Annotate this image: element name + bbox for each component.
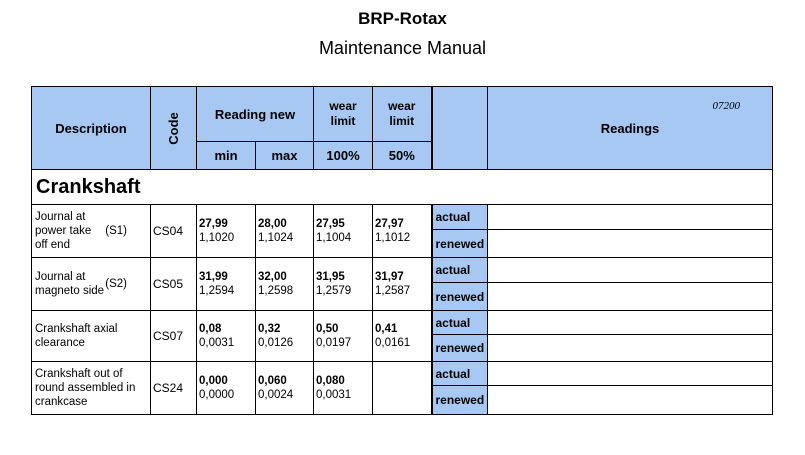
header-wear-limit-100 [314, 87, 373, 142]
value-wear-50-in: 1,1012 [375, 232, 411, 244]
row-code-value: CS07 [153, 329, 184, 343]
row-description-tag: (S2) [105, 278, 127, 290]
status-actual-label: actual [435, 366, 471, 381]
row-description-tag: (S1) [105, 225, 127, 237]
value-min-in: 1,2594 [199, 285, 235, 297]
header-reading-new: Reading new [197, 87, 314, 142]
section-title: Crankshaft [32, 170, 773, 205]
value-min-mm: 31,99 [199, 271, 228, 283]
value-wear-50 [373, 311, 432, 362]
reading-renewed-field [488, 283, 773, 311]
value-wear-50 [373, 362, 432, 415]
value-max [256, 258, 314, 311]
header-readings-label: Readings [600, 120, 660, 136]
status-renewed-label: renewed [435, 236, 485, 251]
value-wear-50 [373, 205, 432, 258]
header-min: min [197, 142, 256, 170]
value-wear-100-mm: 0,50 [316, 323, 339, 335]
status-actual-label: actual [435, 210, 471, 224]
row-description-wrap [35, 210, 147, 252]
status-actual-label: actual [435, 315, 471, 330]
value-max-in: 0,0126 [258, 337, 294, 349]
value-max [256, 205, 314, 258]
value-wear-100 [314, 258, 373, 311]
reading-actual-field [488, 258, 773, 283]
row-description-wrap [35, 367, 147, 409]
status-actual [432, 205, 488, 230]
status-renewed [432, 386, 488, 415]
header-status-blank [432, 87, 488, 170]
status-renewed [432, 283, 488, 311]
status-renewed-label: renewed [435, 341, 485, 355]
reading-actual-field [488, 311, 773, 335]
row-description-text: Journal at magneto side [35, 271, 105, 297]
table-row [32, 362, 773, 386]
value-min-mm: 0,08 [199, 323, 222, 335]
status-renewed [432, 335, 488, 362]
header-max: max [256, 142, 314, 170]
value-wear-100-in: 1,2579 [316, 285, 352, 297]
value-wear-100 [314, 205, 373, 258]
value-max-mm: 28,00 [258, 218, 287, 230]
row-code [151, 362, 197, 415]
row-description-text: Crankshaft axial clearance [35, 323, 118, 349]
table-row [32, 205, 773, 230]
status-actual [432, 258, 488, 283]
value-min [197, 311, 256, 362]
reading-renewed-field [488, 335, 773, 362]
document-title: BRP-Rotax [358, 9, 447, 28]
value-wear-50-mm: 31,97 [375, 271, 404, 283]
header-description: Description [32, 87, 151, 170]
header-wear-limit-100-label: wear limit [329, 99, 357, 128]
maintenance-table [31, 86, 773, 415]
row-description [32, 311, 151, 362]
value-wear-50-mm: 27,97 [375, 218, 404, 230]
value-min-mm: 27,99 [199, 218, 228, 230]
row-code [151, 258, 197, 311]
value-max [256, 362, 314, 415]
value-max-in: 0,0024 [258, 389, 294, 401]
value-min [197, 258, 256, 311]
value-wear-50 [373, 258, 432, 311]
row-description-wrap [35, 270, 147, 298]
row-description [32, 205, 151, 258]
value-max-in: 1,2598 [258, 285, 294, 297]
value-wear-100-mm: 31,95 [316, 271, 345, 283]
row-description-text: Crankshaft out of round assembled in crankcase [35, 368, 136, 408]
status-actual [432, 311, 488, 335]
value-wear-50-mm: 0,41 [375, 323, 398, 335]
row-description-text: Journal at power take off end [35, 211, 92, 251]
row-code-value: CS24 [153, 381, 184, 395]
row-code [151, 311, 197, 362]
value-max-mm: 32,00 [258, 271, 287, 283]
header-100-percent: 100% [314, 142, 373, 170]
status-renewed-label: renewed [435, 393, 485, 407]
value-max [256, 311, 314, 362]
value-min-in: 1,1020 [199, 232, 235, 244]
value-wear-50-in: 1,2587 [375, 285, 411, 297]
value-wear-100-in: 1,1004 [316, 232, 352, 244]
value-min [197, 205, 256, 258]
status-actual-label: actual [435, 263, 471, 277]
header-readings [488, 87, 773, 170]
header-wear-limit-50 [373, 87, 432, 142]
table-row [32, 311, 773, 335]
status-actual [432, 362, 488, 386]
value-min-mm: 0,000 [199, 375, 228, 387]
value-wear-100-in: 0,0031 [316, 389, 352, 401]
value-max-mm: 0,060 [258, 375, 287, 387]
value-wear-100-in: 0,0197 [316, 337, 352, 349]
value-wear-100-mm: 0,080 [316, 375, 345, 387]
row-description-wrap [35, 322, 147, 350]
value-max-in: 1,1024 [258, 232, 294, 244]
status-renewed-label: renewed [435, 289, 485, 304]
table-row [32, 258, 773, 283]
value-min-in: 0,0000 [199, 389, 235, 401]
value-wear-50-in: 0,0161 [375, 337, 411, 349]
status-renewed [432, 230, 488, 258]
reading-renewed-field [488, 230, 773, 258]
value-wear-100-mm: 27,95 [316, 218, 345, 230]
row-code [151, 205, 197, 258]
row-code-value: CS05 [153, 277, 184, 291]
value-min [197, 362, 256, 415]
revision-number: 07200 [712, 100, 740, 112]
document-subtitle: Maintenance Manual [318, 38, 487, 58]
row-code-value: CS04 [153, 224, 184, 238]
header-wear-limit-50-label: wear limit [388, 99, 416, 128]
reading-actual-field [488, 362, 773, 386]
value-max-mm: 0,32 [258, 323, 281, 335]
reading-actual-field [488, 205, 773, 230]
reading-renewed-field [488, 386, 773, 415]
value-wear-100 [314, 311, 373, 362]
value-wear-100 [314, 362, 373, 415]
row-description [32, 258, 151, 311]
row-description [32, 362, 151, 415]
value-min-in: 0,0031 [199, 337, 235, 349]
header-50-percent: 50% [373, 142, 432, 170]
header-code-label: Code [166, 111, 181, 145]
header-code [151, 87, 197, 170]
